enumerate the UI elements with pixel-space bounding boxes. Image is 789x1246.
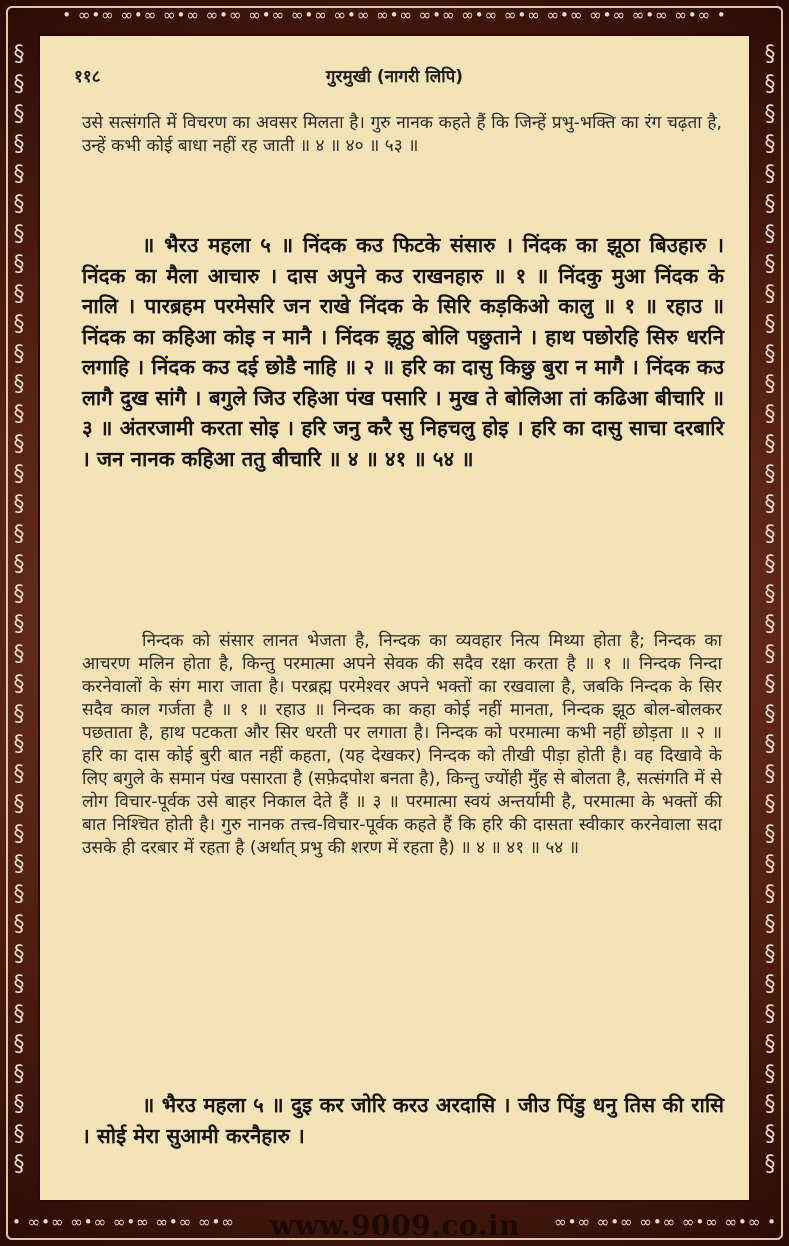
- verse-2-text: ॥ भैरउ महला ५ ॥ दुइ कर जोरि करउ अरदासि । जीउ पिंडु धनु तिस की रासि । सोई मेरा सुआमी करनैहारु ।: [82, 1093, 724, 1148]
- gurbani-verse-1: [82, 230, 724, 474]
- intro-translation: [82, 112, 722, 158]
- left-ornament-border: § § § § § § § § § § § § § § § § § § § § § § § § § § § § § § § § § § § § § §: [13, 42, 25, 1177]
- top-ornament-border: • ∞•∞ ∞•∞ ∞•∞ ∞•∞ ∞•∞ ∞•∞ ∞•∞ ∞•∞ ∞•∞ ∞•∞ ∞•∞ ∞•∞ ∞•∞ ∞•∞ ∞•∞ •: [62, 6, 727, 24]
- verse-1-text: ॥ भैरउ महला ५ ॥ निंदक कउ फिटके संसारु । निंदक का झूठा बिउहारु । निंदक का मैला आचारु । दास अपुने कउ राखनहारु ॥ १ ॥ निंदकु मुआ निंदक के नालि । पारब्रहम परमेसरि जन राखे निंदक के सिरि कड़किओ कालु ॥ १ ॥ रहाउ ॥ निंदक का कहिआ कोइ न मानै । निंदक झूठु बोलि पछुताने । हाथ पछोरहि सिरु धरनि लगाहि । निंदक कउ दई छोडै नाहि ॥ २ ॥ हरि का दासु किछु बुरा न मागै । निंदक कउ लागै दुख सांगै । बगुले जिउ रहिआ पंख पसारि । मुख ते बोलिआ तां कढिआ बीचारि ॥ ३ ॥ अंतरजामी करता सोइ । हरि जनु करै सु निहचलु होइ । हरि का दासु साचा दरबारि । जन नानक कहिआ ततु बीचारि ॥ ४ ॥ ४१ ॥ ५४ ॥: [82, 233, 724, 471]
- book-page: [38, 34, 751, 1202]
- bottom-right-ornament-border: ∞•∞ ∞•∞ ∞•∞ ∞•∞ ∞•∞ •: [554, 1213, 777, 1231]
- gurbani-verse-2: [82, 1090, 724, 1151]
- page-number: ११८: [74, 67, 101, 87]
- page-header: [40, 64, 749, 88]
- right-ornament-border: § § § § § § § § § § § § § § § § § § § § § § § § § § § § § § § § § § § § § §: [764, 42, 776, 1177]
- website-url: www.9009.co.in: [270, 1209, 520, 1242]
- bottom-left-ornament-border: • ∞•∞ ∞•∞ ∞•∞ ∞•∞ ∞•∞: [12, 1213, 235, 1231]
- intro-paragraph: उसे सत्संगति में विचरण का अवसर मिलता है। गुरु नानक कहते हैं कि जिन्हें प्रभु-भक्ति का रंग चढ़ता है, उन्हें कभी कोई बाधा नहीं रह जाती ॥ ४ ॥ ४० ॥ ५३ ॥: [82, 113, 722, 156]
- translation-paragraph: निन्दक को संसार लानत भेजता है, निन्दक का व्यवहार नित्य मिथ्या होता है; निन्दक का आचरण मलिन होता है, किन्तु परमात्मा अपने सेवक की सदैव रक्षा करता है ॥ १ ॥ निन्दक निन्दा करनेवालों के संग मारा जाता है। परब्रह्म परमेश्वर अपने भक्तों का रखवाला है, जबकि निन्दक के सिर सदैव काल गर्जता है ॥ १ ॥ रहाउ ॥ निन्दक का कहा कोई नहीं मानता, निन्दक झूठ बोल-बोलकर पछताता है, हाथ पटकता और सिर धरती पर लगाता है। निन्दक को परमात्मा कभी नहीं छोड़ता ॥ २ ॥ हरि का दास कोई बुरी बात नहीं कहता, (यह देखकर) निन्दक को तीखी पीड़ा होती है। वह दिखावे के लिए बगुले के समान पंख पसारता है (सफ़ेदपोश बनता है), किन्तु ज्योंही मुँह से बोलता है, सत्संगति में से लोग विचार-पूर्वक उसे बाहर निकाल देते हैं ॥ ३ ॥ परमात्मा स्वयं अन्तर्यामी है, परमात्मा के भक्तों की बात निश्चित होती है। गुरु नानक तत्त्व-विचार-पूर्वक कहते हैं कि हरि की दासता स्वीकार करनेवाला सदा उसके ही दरबार में रहता है (अर्थात् प्रभु की शरण में रहता है) ॥ ४ ॥ ४१ ॥ ५४ ॥: [82, 631, 722, 858]
- page-title: गुरमुखी (नागरी लिपि): [325, 67, 464, 87]
- verse-1-translation: [82, 630, 722, 860]
